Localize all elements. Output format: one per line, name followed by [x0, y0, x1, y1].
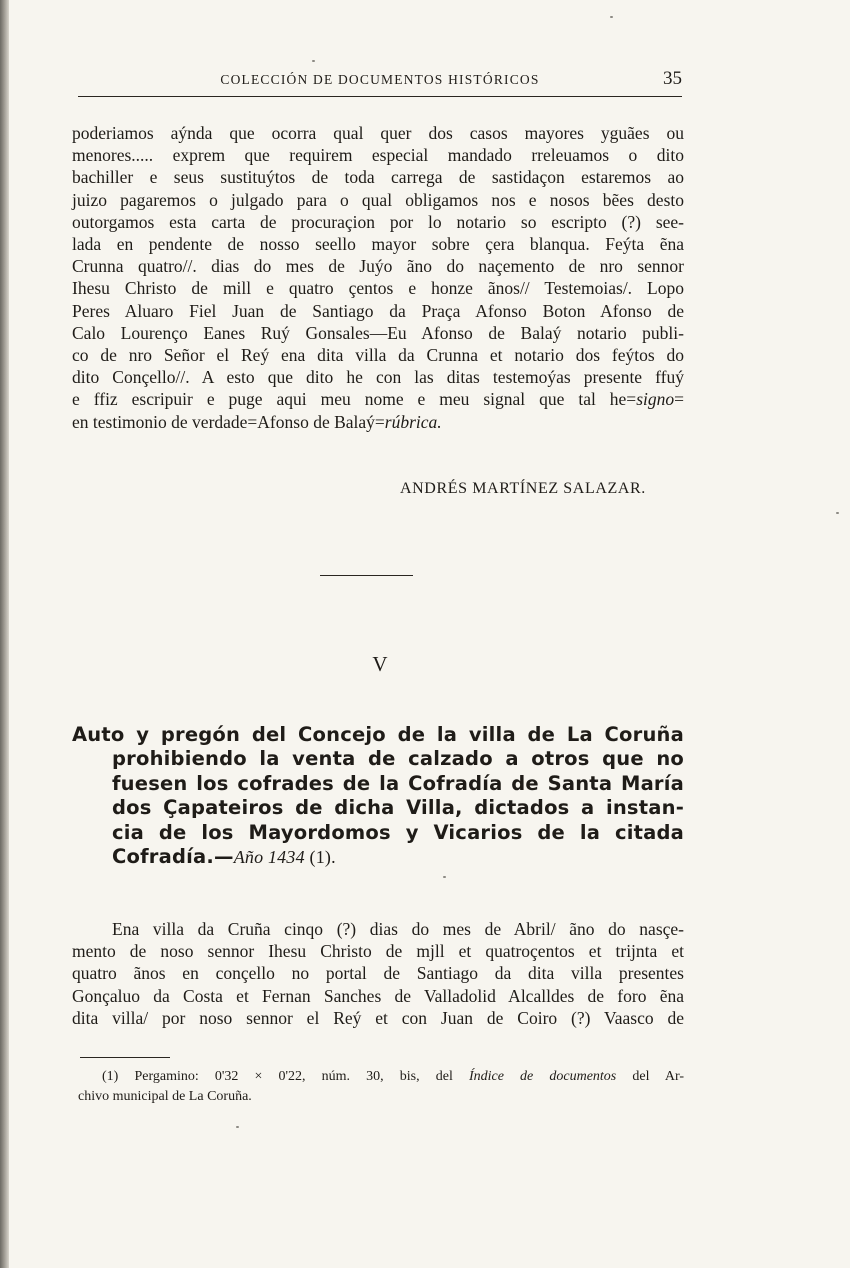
text-line: juizo pagaremos o julgado para o qual obligamos nos e nosos bẽes desto: [72, 189, 684, 210]
rubrica-mark: rúbrica.: [384, 411, 442, 432]
author-signature: ANDRÉS MARTÍNEZ SALAZAR.: [400, 480, 646, 497]
heading-line: prohibiendo la venta de calzado a otros que no: [112, 747, 684, 771]
heading-line: Auto y pregón del Concejo de la villa de La Coruña: [72, 723, 684, 746]
text-line: dito Conçello//. A esto que dito he con las ditas testemoýas presente ffuý: [72, 367, 684, 388]
text-line: menores..... exprem que requirem especial mandado rreleuamos o dito: [72, 145, 684, 166]
heading-last-text: Cofradía.—: [112, 845, 234, 869]
paper-speck: [836, 512, 839, 514]
text-line: bachiller e seus sustituýtos de toda carrega de sastidaçon estaremos ao: [72, 167, 684, 188]
paper-speck: [443, 876, 446, 878]
signo-equals: =: [674, 389, 684, 410]
heading-line: dos Çapateiros de dicha Villa, dictados a instan-: [112, 796, 684, 820]
section-separator: [320, 575, 413, 576]
text-line: dita villa/ por noso sennor el Reý et con Juan de Coiro (?) Vaasco de: [72, 1007, 684, 1028]
footnote-reference: (1).: [304, 847, 336, 868]
paragraph-procuracion: [72, 122, 684, 433]
paper-speck: [236, 1126, 239, 1128]
header-rule: [78, 96, 682, 97]
heading-line: fuesen los cofrades de la Cofradía de Santa María: [112, 771, 684, 795]
signo-mark: signo: [636, 389, 675, 410]
paper-speck: [312, 60, 315, 62]
text-line: co de nro Señor el Reý ena dita villa da Crunna et notario dos feýtos do: [72, 345, 684, 366]
paper-speck: [610, 16, 613, 18]
paragraph-auto: [72, 918, 684, 1029]
text-line-start: en testimonio de verdade=Afonso de Balaý=: [72, 411, 385, 432]
heading-year: Año 1434: [233, 847, 305, 868]
text-line: Crunna quatro//. dias do mes de Juýo ãno do naçemento de nro sennor: [72, 256, 684, 277]
running-header: [78, 68, 682, 94]
footnote-line: [78, 1067, 684, 1087]
text-line: Ena villa da Cruña cinqo (?) dias do mes de Abril/ ãno do nasçe-: [112, 919, 684, 939]
section-number: V: [372, 652, 388, 676]
footnote-text: (1) Pergamino: 0'32 × 0'22, núm. 30, bis, del: [102, 1069, 469, 1084]
footnote: [78, 1067, 684, 1107]
text-line: Gonçaluo da Costa et Fernan Sanches de Valladolid Alcalldes de foro ẽna: [72, 985, 684, 1006]
footnote-text-end: del Ar-: [616, 1069, 684, 1084]
text-line: poderiamos aýnda que ocorra qual quer dos casos mayores yguães ou: [72, 123, 684, 143]
text-line-rubrica: [72, 411, 684, 433]
text-line: quatro ãnos en conçello no portal de Santiago da dita villa presentes: [72, 963, 684, 984]
footnote-rule: [80, 1057, 170, 1058]
text-line: Peres Aluaro Fiel Juan de Santiago da Praça Afonso Boton Afonso de: [72, 300, 684, 321]
text-line: outorgamos esta carta de procuraçion por lo notario so escripto (?) see-: [72, 211, 684, 232]
binding-edge: [0, 0, 9, 1268]
document-heading: [72, 723, 684, 869]
footnote-title: Índice de documentos: [468, 1069, 617, 1084]
heading-line-last: [72, 845, 684, 869]
text-line: Calo Lourenço Eanes Ruý Gonsales—Eu Afonso de Balaý notario publi-: [72, 322, 684, 343]
text-line: lada en pendente de nosso seello mayor sobre çera blanqua. Feýta ẽna: [72, 234, 684, 255]
heading-line: cia de los Mayordomos y Vicarios de la citada: [112, 820, 684, 844]
header-title: COLECCIÓN DE DOCUMENTOS HISTÓRICOS: [220, 72, 540, 87]
text-line: mento de noso sennor Ihesu Christo de mjll et quatroçentos et trijnta et: [72, 941, 684, 962]
text-line: Ihesu Christo de mill e quatro çentos e honze ãnos// Testemoias/. Lopo: [72, 278, 684, 299]
text-line-signo: [72, 388, 684, 410]
text-line-start: e ffiz escripuir e puge aqui meu nome e meu signal que tal he=: [72, 389, 637, 410]
footnote-line: chivo municipal de La Coruña.: [78, 1089, 252, 1104]
page-number: 35: [663, 68, 682, 89]
